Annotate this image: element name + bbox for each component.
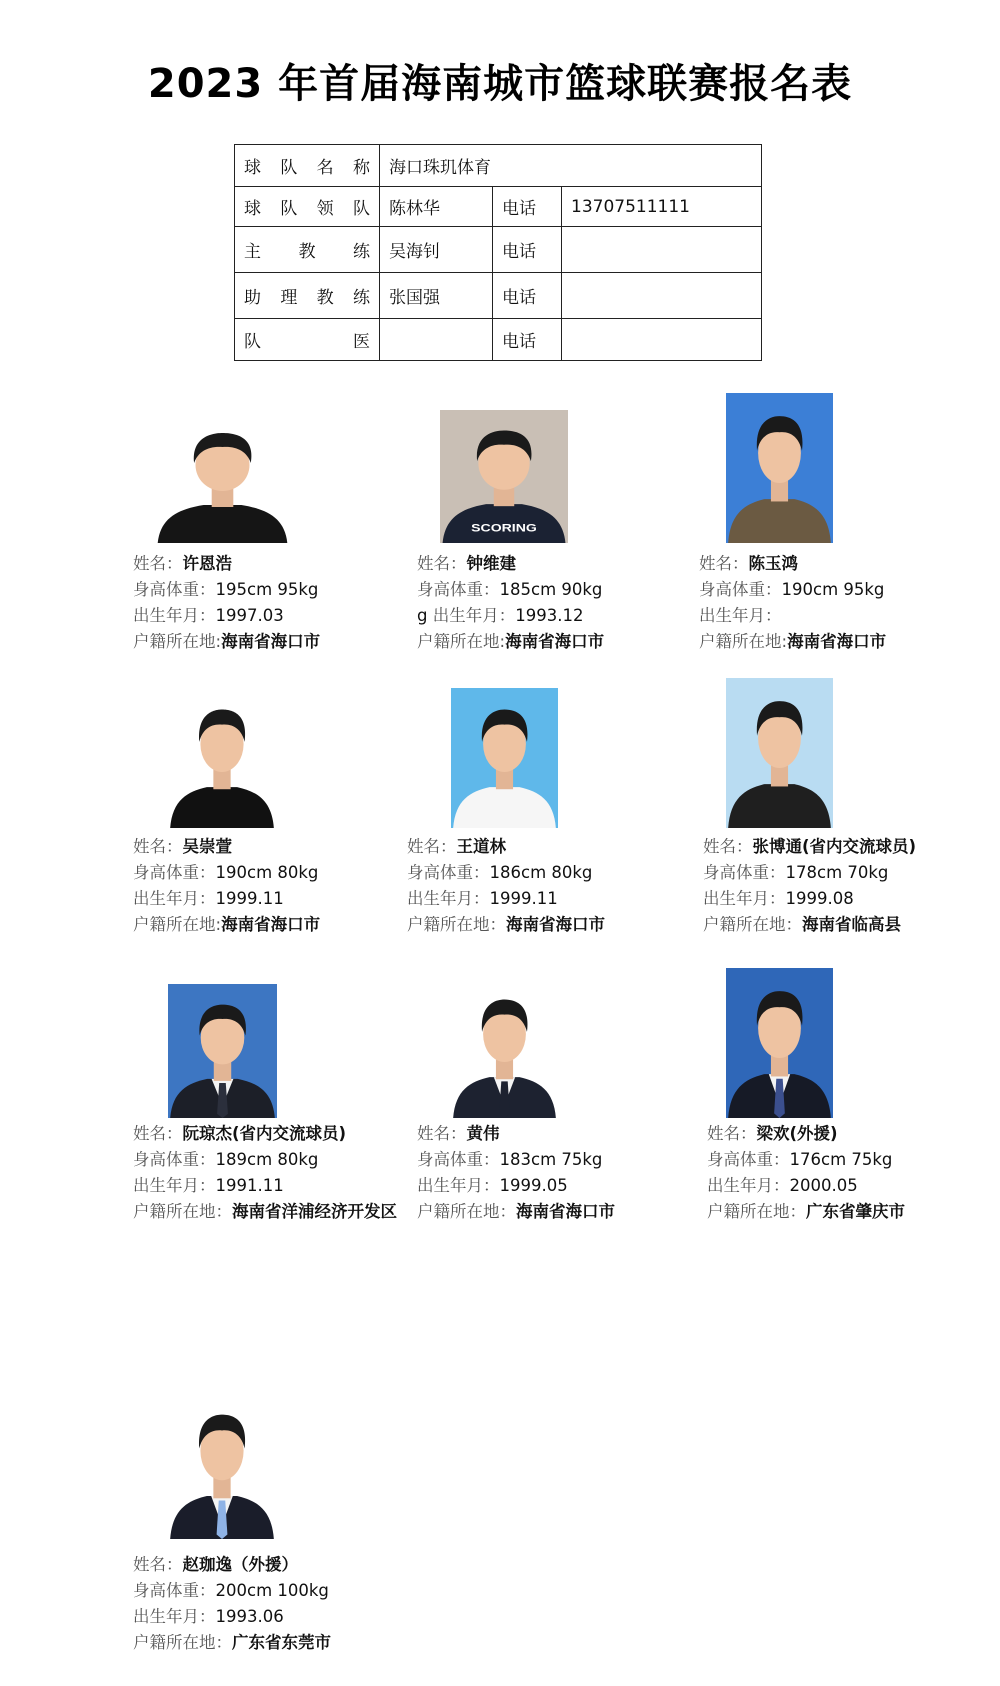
player-photo (726, 678, 833, 828)
player-hometown: 广东省肇庆市 (806, 1202, 905, 1221)
player-height-weight: 190cm 80kg (215, 863, 319, 882)
player-photo (168, 1392, 276, 1539)
player-hometown: 海南省海口市 (221, 632, 321, 651)
player-birth: 1999.11 (215, 889, 284, 908)
player-hometown: 广东省东莞市 (232, 1633, 331, 1652)
player-birth: 1999.05 (499, 1176, 568, 1195)
team-doctor-row (235, 319, 762, 361)
phone-label: 电话 (493, 319, 562, 361)
player-photo (168, 688, 276, 828)
player-info: 姓名：阮琼杰(省内交流球员) 身高体重：189cm 80kg 出生年月：1991.11 户籍所在地：海南省洋浦经济开发区 (133, 1124, 397, 1221)
player-name: 王道林 (456, 837, 506, 856)
player-info: 姓名：许恩浩 身高体重：195cm 95kg 出生年月：1997.03 户籍所在地:海南省海口市 (133, 554, 321, 651)
team-info-table (234, 144, 762, 361)
player-height-weight: 176cm 75kg (789, 1150, 893, 1169)
portrait-silhouette (155, 413, 290, 543)
player-photo (451, 978, 558, 1118)
assistant-coach-phone (562, 273, 762, 319)
player-name: 许恩浩 (182, 554, 232, 573)
team-leader-name: 陈林华 (380, 187, 493, 227)
player-hometown: 海南省洋浦经济开发区 (232, 1202, 397, 1221)
player-photo (440, 410, 568, 543)
player-hometown: 海南省临高县 (802, 915, 901, 934)
player-birth: 1991.11 (215, 1176, 284, 1195)
player-hometown: 海南省海口市 (516, 1202, 615, 1221)
player-info: 姓名：梁欢(外援) 身高体重：176cm 75kg 出生年月：2000.05 户籍所在地：广东省肇庆市 (707, 1124, 905, 1221)
player-birth: 1999.08 (785, 889, 854, 908)
player-name: 梁欢(外援) (756, 1124, 838, 1143)
player-info: 姓名：赵珈逸（外援） 身高体重：200cm 100kg 出生年月：1993.06 户籍所在地：广东省东莞市 (133, 1555, 331, 1652)
player-height-weight: 186cm 80kg (489, 863, 593, 882)
team-leader-row (235, 187, 762, 227)
player-hometown: 海南省海口市 (221, 915, 321, 934)
player-birth: 1997.03 (215, 606, 284, 625)
portrait-silhouette (451, 978, 558, 1118)
player-birth: 1999.11 (489, 889, 558, 908)
player-name: 黄伟 (466, 1124, 500, 1143)
shirt-print-text: SCORING (471, 521, 537, 535)
portrait-silhouette (726, 393, 833, 543)
player-hometown: 海南省海口市 (787, 632, 887, 651)
player-birth: 1993.12 (515, 606, 584, 625)
player-photo (155, 413, 290, 543)
head-coach-label: 主 教 练 (235, 227, 380, 273)
player-info: 姓名：陈玉鸿 身高体重：190cm 95kg 出生年月： 户籍所在地:海南省海口市 (699, 554, 887, 651)
player-hometown: 海南省海口市 (506, 915, 605, 934)
player-name: 阮琼杰(省内交流球员) (182, 1124, 347, 1143)
player-photo (451, 688, 558, 828)
player-height-weight: 183cm 75kg (499, 1150, 603, 1169)
team-name-value: 海口珠玑体育 (380, 145, 762, 187)
phone-label: 电话 (493, 273, 562, 319)
assistant-coach-label: 助 理 教 练 (235, 273, 380, 319)
player-name: 钟维建 (466, 554, 516, 573)
team-doctor-name (380, 319, 493, 361)
team-leader-label: 球 队 领 队 (235, 187, 380, 227)
team-doctor-label: 队 医 (235, 319, 380, 361)
player-info: 姓名：钟维建 身高体重：185cm 90kg g 出生年月：1993.12 户籍所在地:海南省海口市 (417, 554, 605, 651)
player-birth: 1993.06 (215, 1607, 284, 1626)
team-name-row (235, 145, 762, 187)
player-height-weight: 189cm 80kg (215, 1150, 319, 1169)
player-height-weight: 195cm 95kg (215, 580, 319, 599)
team-leader-phone: 13707511111 (562, 187, 762, 227)
player-height-weight: 178cm 70kg (785, 863, 889, 882)
head-coach-row (235, 227, 762, 273)
portrait-silhouette (168, 1392, 276, 1539)
portrait-silhouette (451, 688, 558, 828)
player-info: 姓名：吴崇萱 身高体重：190cm 80kg 出生年月：1999.11 户籍所在地:海南省海口市 (133, 837, 321, 934)
team-doctor-phone (562, 319, 762, 361)
page-title: 2023 年首届海南城市篮球联赛报名表 (147, 61, 853, 107)
player-info: 姓名：王道林 身高体重：186cm 80kg 出生年月：1999.11 户籍所在地：海南省海口市 (407, 837, 605, 934)
player-height-weight: 190cm 95kg (781, 580, 885, 599)
stray-text: g (417, 606, 433, 625)
assistant-coach-row (235, 273, 762, 319)
portrait-silhouette (726, 968, 833, 1118)
player-height-weight: 185cm 90kg (499, 580, 603, 599)
player-birth: 2000.05 (789, 1176, 858, 1195)
player-photo (168, 984, 277, 1118)
head-coach-phone (562, 227, 762, 273)
portrait-silhouette (440, 410, 568, 543)
phone-label: 电话 (493, 227, 562, 273)
portrait-silhouette (168, 984, 277, 1118)
player-name: 陈玉鸿 (748, 554, 798, 573)
assistant-coach-name: 张国强 (380, 273, 493, 319)
portrait-silhouette (726, 678, 833, 828)
player-name: 张博通(省内交流球员) (752, 837, 917, 856)
player-name: 吴崇萱 (182, 837, 232, 856)
player-photo (726, 968, 833, 1118)
player-info: 姓名：黄伟 身高体重：183cm 75kg 出生年月：1999.05 户籍所在地：海南省海口市 (417, 1124, 615, 1221)
head-coach-name: 吴海钊 (380, 227, 493, 273)
player-name: 赵珈逸（外援） (182, 1555, 298, 1574)
player-height-weight: 200cm 100kg (215, 1581, 329, 1600)
team-name-label: 球 队 名 称 (235, 145, 380, 187)
player-hometown: 海南省海口市 (505, 632, 605, 651)
player-photo (726, 393, 833, 543)
portrait-silhouette (168, 688, 276, 828)
player-info: 姓名：张博通(省内交流球员) 身高体重：178cm 70kg 出生年月：1999.08 户籍所在地：海南省临高县 (703, 837, 917, 934)
phone-label: 电话 (493, 187, 562, 227)
